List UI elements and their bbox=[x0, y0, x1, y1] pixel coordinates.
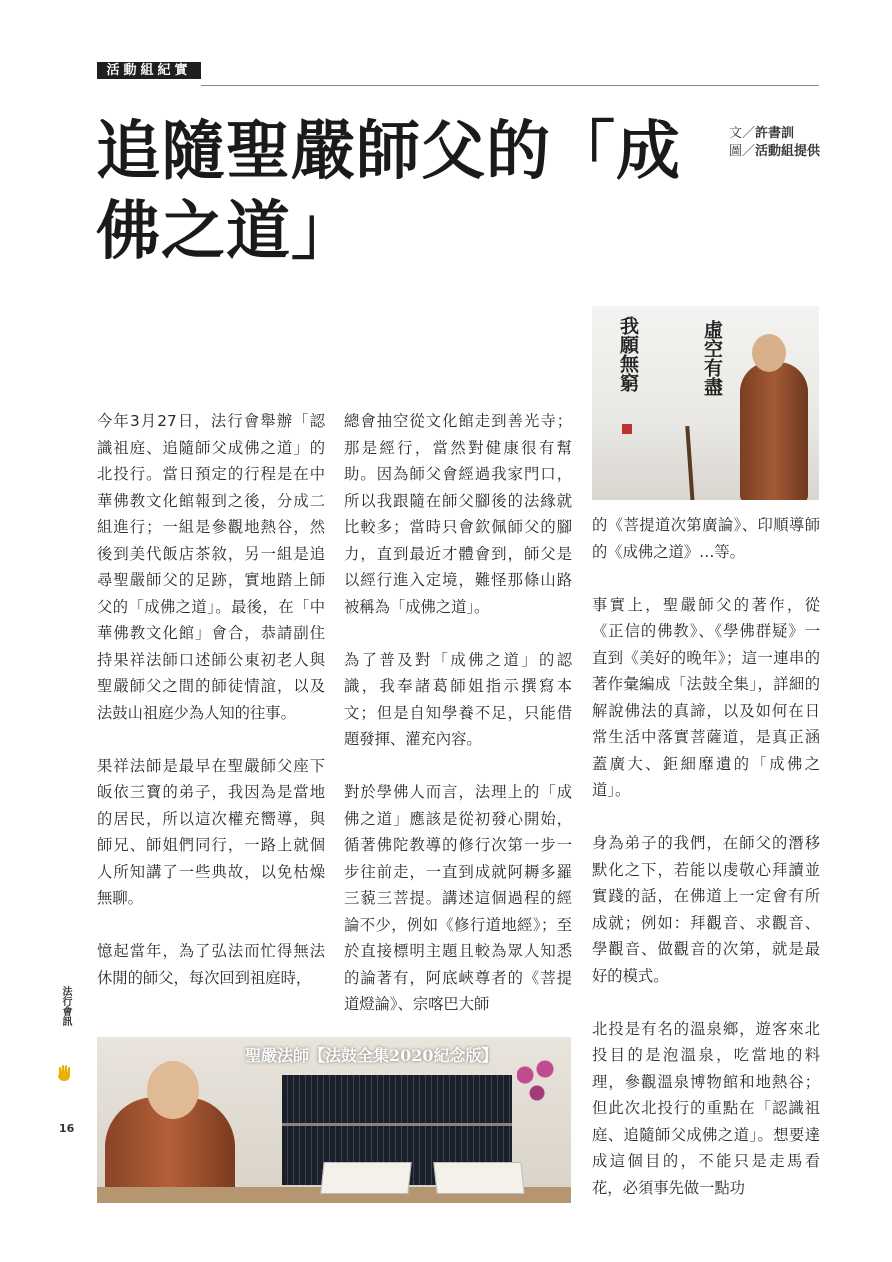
paragraph: 北投是有名的溫泉鄉，遊客來北投目的是泡溫泉，吃當地的料理，參觀溫泉博物館和地熱谷；但此次北投行的重點在「認識祖庭、追隨師父成佛之道」。想要達成這個目的，不能只是走馬看花，必須事先做一點功 bbox=[592, 1019, 820, 1197]
shelf-divider bbox=[282, 1123, 512, 1126]
article-headline: 追隨聖嚴師父的「成佛之道」 bbox=[96, 114, 681, 269]
hand-icon bbox=[56, 1064, 72, 1082]
article-column-2 bbox=[344, 408, 572, 1018]
master-head bbox=[752, 334, 786, 372]
paragraph: 果祥法師是最早在聖嚴師父座下皈依三寶的弟子，我因為是當地的居民，所以這次權充嚮導，與師兄、師姐們同行，一路上就個人所知講了一些典故，以免枯燥無聊。 bbox=[97, 756, 325, 907]
seal-mark bbox=[622, 424, 632, 434]
paragraph: 總會抽空從文化館走到善光寺；那是經行，當然對健康很有幫助。因為師父會經過我家門口，所以我跟隨在師父腳後的法緣就比較多；當時只會欽佩師父的腳力，直到最近才體會到，師父是以經行進入定境，難怪那條山路被稱為「成佛之道」。 bbox=[344, 412, 572, 616]
paragraph: 事實上，聖嚴師父的著作，從《正信的佛教》、《學佛群疑》一直到《美好的晚年》；這一連串的著作彙編成「法鼓全集」，詳細的解說佛法的真諦，以及如何在日常生活中落實菩薩道，是真正涵蓋廣大、鉅細靡遺的「成佛之道」。 bbox=[592, 595, 820, 799]
master-calligraphy-photo bbox=[592, 306, 819, 500]
paragraph: 為了普及對「成佛之道」的認識，我奉諸葛師姐指示撰寫本文；但是自知學養不足，只能借題發揮、灌充內容。 bbox=[344, 650, 572, 748]
master-robe bbox=[740, 362, 808, 500]
paragraph: 身為弟子的我們，在師父的潛移默化之下，若能以虔敬心拜讀並實踐的話，在佛道上一定會有所成就；例如：拜觀音、求觀音、學觀音、做觀音的次第，就是最好的模式。 bbox=[592, 834, 820, 985]
photo-source: 活動組提供 bbox=[755, 144, 821, 159]
calligraphy-left: 我願無窮 bbox=[617, 316, 639, 392]
page-number: 16 bbox=[59, 1122, 75, 1135]
paragraph: 的《菩提道次第廣論》、印順導師的《成佛之道》…等。 bbox=[592, 516, 820, 561]
photo-credit bbox=[729, 143, 849, 161]
section-tag: 活動組紀實 bbox=[97, 62, 201, 79]
magazine-name: 法行會訊 bbox=[60, 986, 71, 1026]
credits bbox=[729, 125, 849, 161]
photo-prefix: 圖／ bbox=[729, 144, 756, 159]
article-column-3 bbox=[592, 512, 820, 1201]
paragraph: 今年3月27日，法行會舉辦「認識祖庭、追隨師父成佛之道」的北投行。當日預定的行程是在中華佛教文化館報到之後，分成二組進行；一組是參觀地熱谷，然後到美代飯店茶敘，另一組是追尋聖嚴師父的足跡，實地踏上師父的「成佛之道」。最後，在「中華佛教文化館」會合，恭請副住持果祥法師口述師公東初老人與聖嚴師父之間的師徒情誼，以及法鼓山祖庭少為人知的往事。 bbox=[97, 412, 325, 722]
paragraph: 對於學佛人而言，法理上的「成佛之道」應該是從初發心開始，循著佛陀教導的修行次第一步一步往前走，一直到成就阿耨多羅三藐三菩提。講述這個過程的經論不少，例如《修行道地經》；至於直接標明主題且較為眾人知悉的論著有，阿底峽尊者的《菩提道燈論》、宗喀巴大師 bbox=[344, 783, 572, 1013]
top-rule bbox=[201, 85, 819, 86]
photo-banner: 聖嚴法師【法鼓全集2020紀念版】 bbox=[245, 1046, 498, 1065]
author-name: 許書訓 bbox=[755, 126, 795, 141]
calligraphy-right: 虛空有盡 bbox=[701, 320, 723, 396]
complete-works-photo bbox=[97, 1037, 571, 1203]
walking-cane bbox=[685, 426, 694, 500]
paragraph: 憶起當年，為了弘法而忙得無法休閒的師父，每次回到祖庭時， bbox=[97, 942, 325, 987]
author-prefix: 文／ bbox=[729, 126, 756, 141]
orchid-flower bbox=[517, 1057, 557, 1117]
open-book bbox=[433, 1162, 524, 1194]
author-credit bbox=[729, 125, 849, 143]
article-column-1 bbox=[97, 408, 325, 991]
open-book bbox=[320, 1162, 411, 1194]
master-head bbox=[147, 1061, 199, 1119]
